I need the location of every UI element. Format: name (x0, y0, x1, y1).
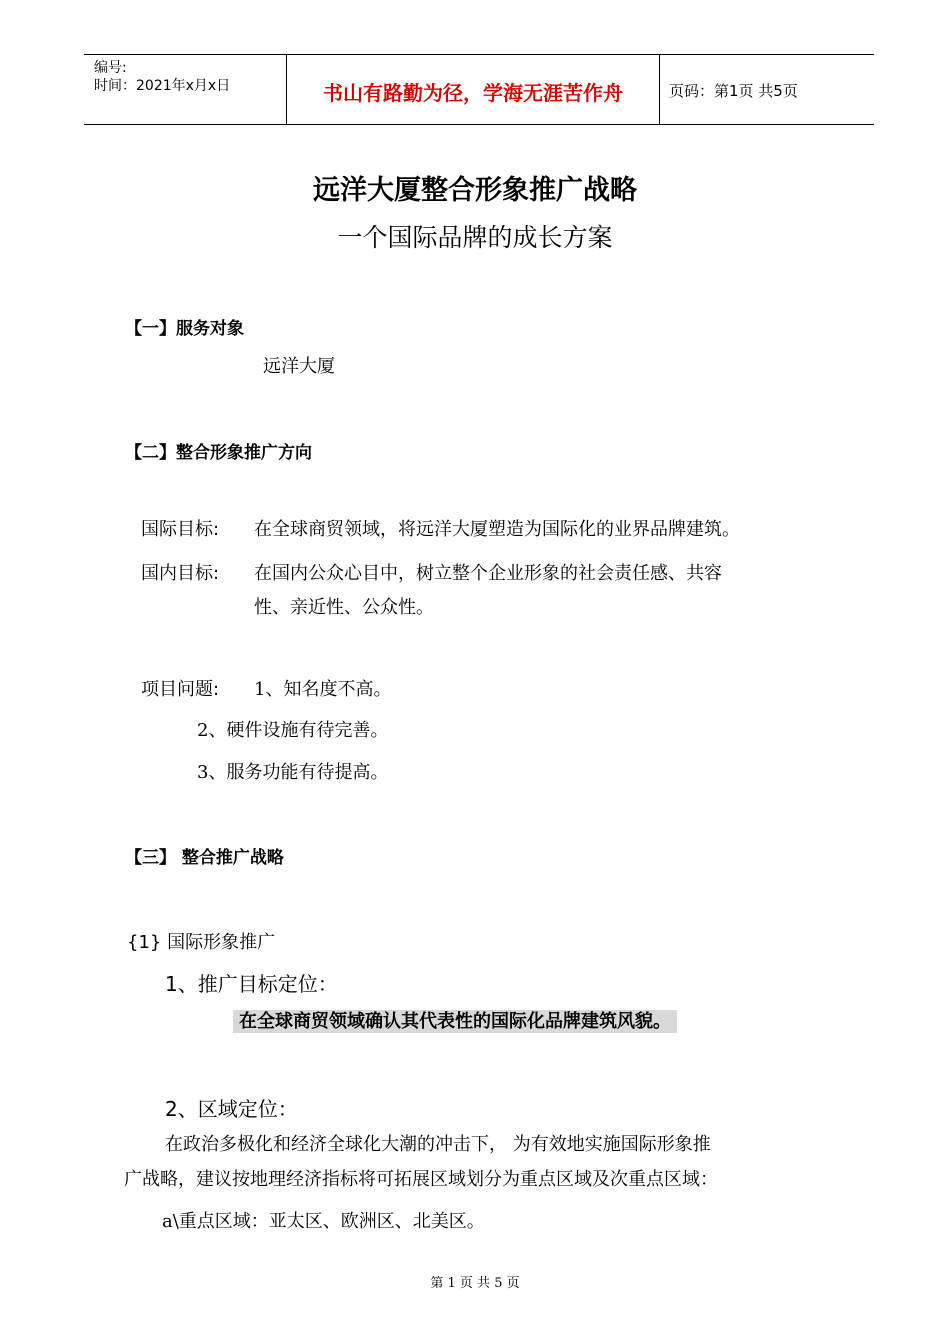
page-footer: 第 1 页 共 5 页 (430, 1276, 520, 1291)
item1-title: 1、推广目标定位： (165, 972, 338, 996)
item1-highlight-text: 在全球商贸领域确认其代表性的国际化品牌建筑风貌。 (233, 1010, 677, 1033)
item1-highlight-box (233, 1007, 677, 1033)
motto: 书山有路勤为径，学海无涯苦作舟 (323, 81, 623, 105)
item2-paragraph-line1: 在政治多极化和经济全球化大潮的冲击下， 为有效地实施国际形象推 (165, 1134, 711, 1155)
problem-item: 3、服务功能有待提高。 (197, 762, 389, 783)
section1-heading: 【一】服务对象 (125, 319, 244, 339)
header-table (84, 54, 874, 125)
header-right-cell (659, 55, 874, 124)
domestic-goal-text-2: 性、亲近性、公众性。 (254, 597, 434, 618)
domestic-goal-label: 国内目标: (141, 563, 220, 584)
item2-paragraph-line2: 广战略，建议按地理经济指标将可拓展区域划分为重点区域及次重点区域： (124, 1169, 718, 1190)
problem-item: 1、知名度不高。 (254, 679, 392, 700)
number-label: 编号: (94, 60, 127, 76)
domestic-goal-text-1: 在国内公众心目中，树立整个企业形象的社会责任感、共容 (254, 563, 722, 584)
section2-heading: 【二】整合形象推广方向 (125, 443, 312, 463)
item2-region-a: a\重点区域：亚太区、欧洲区、北美区。 (162, 1211, 485, 1232)
document-subtitle: 一个国际品牌的成长方案 (337, 223, 613, 252)
page-info: 页码：第1页 共5页 (669, 82, 798, 100)
document-title: 远洋大厦整合形象推广战略 (313, 175, 637, 206)
time-label: 时间：2021年x月x日 (94, 78, 231, 94)
intl-goal-label: 国际目标: (141, 519, 220, 540)
section3-heading: 【三】 整合推广战略 (125, 848, 284, 868)
item2-title: 2、区域定位： (165, 1097, 298, 1121)
sub-heading-intl-promotion: {1} 国际形象推广 (127, 932, 276, 953)
intl-goal-text: 在全球商贸领域，将远洋大厦塑造为国际化的业界品牌建筑。 (254, 519, 740, 540)
header-motto-cell (286, 55, 660, 124)
problems-label: 项目问题: (141, 679, 220, 700)
header-left-cell (84, 55, 286, 124)
section1-content: 远洋大厦 (263, 356, 335, 377)
problem-item: 2、硬件设施有待完善。 (197, 720, 389, 741)
